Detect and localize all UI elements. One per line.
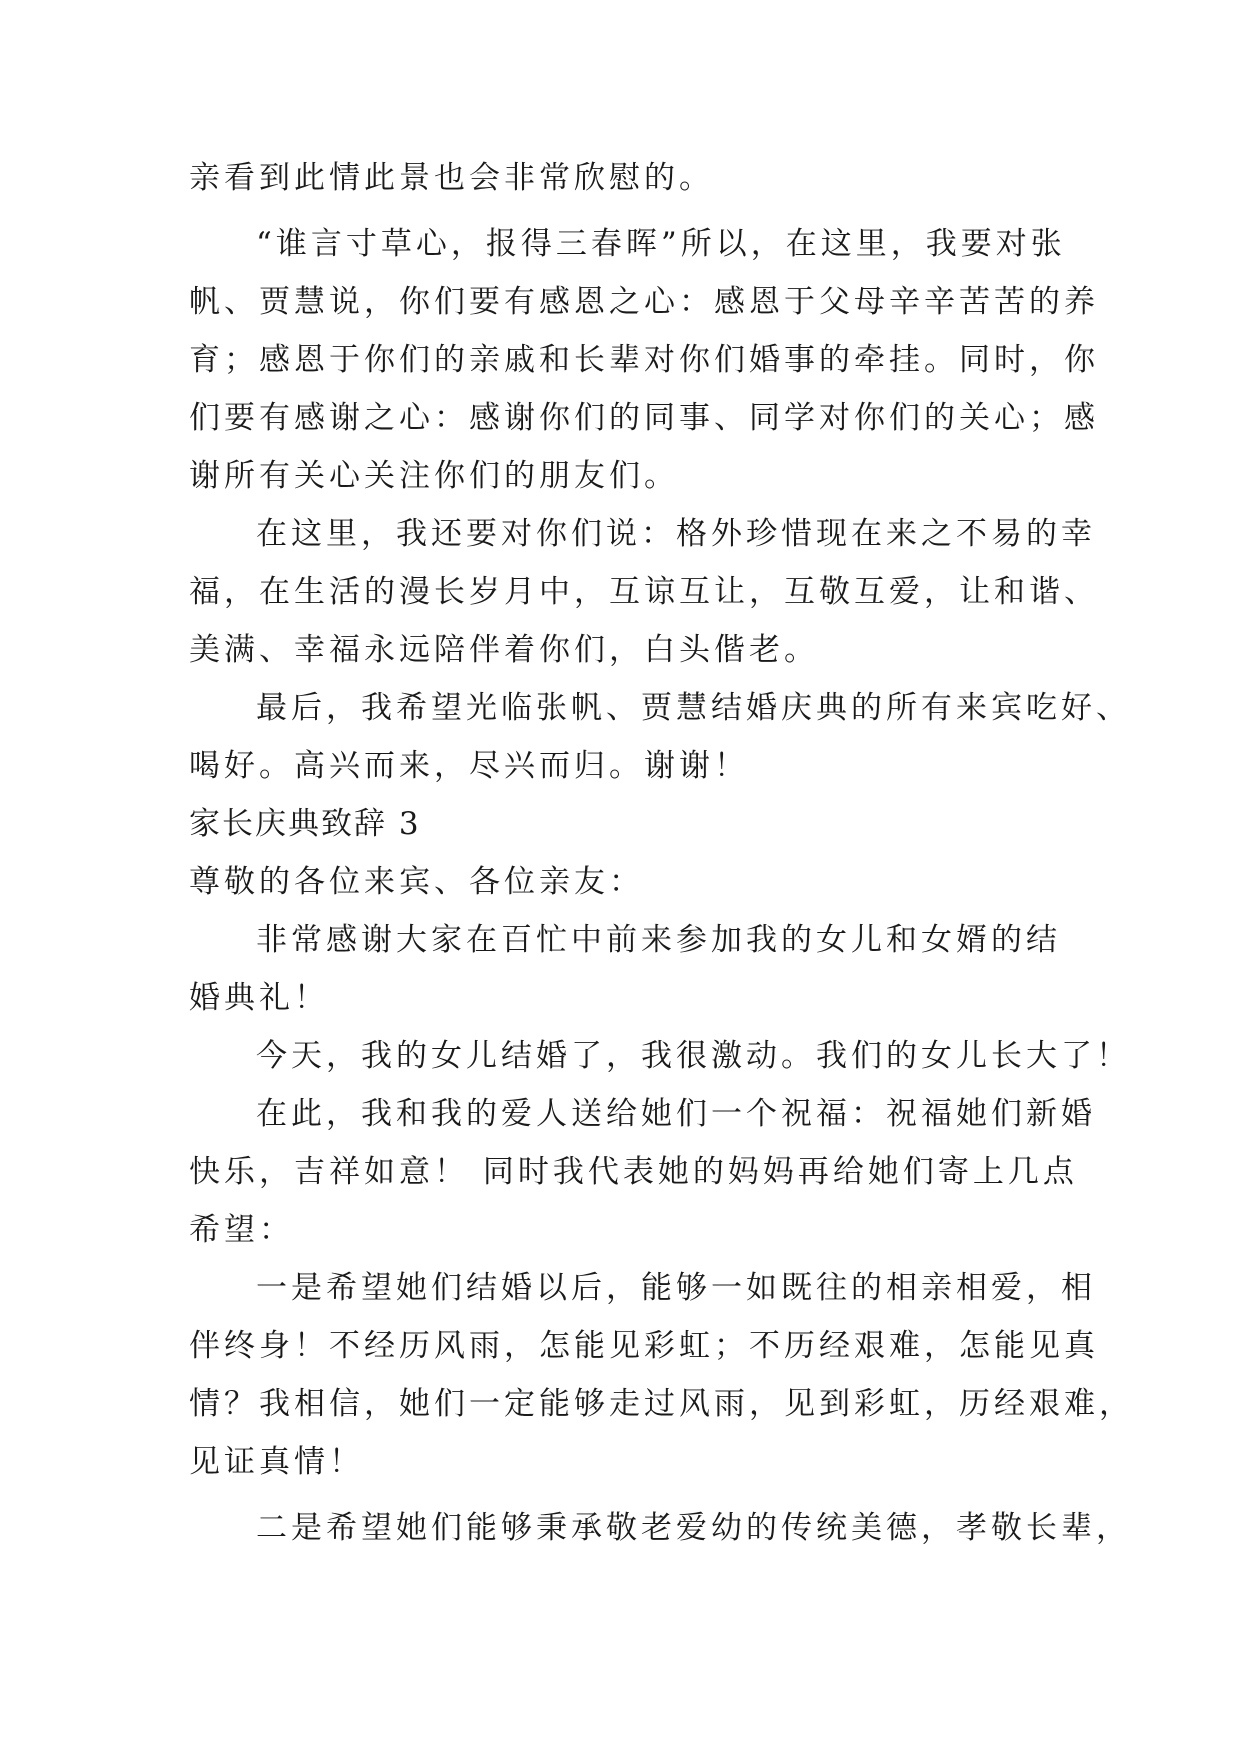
text-line: 伴终身！不经历风雨，怎能见彩虹；不历经艰难，怎能见真 <box>189 1328 1099 1364</box>
text-line: 们要有感谢之心：感谢你们的同事、同学对你们的关心；感 <box>189 400 1099 436</box>
text-line: 快乐，吉祥如意！ 同时我代表她的妈妈再给她们寄上几点 <box>189 1154 1078 1190</box>
text-line: 喝好。高兴而来，尽兴而归。谢谢！ <box>189 748 749 784</box>
text-line: 非常感谢大家在百忙中前来参加我的女儿和女婿的结 <box>256 922 1061 958</box>
text-line: 二是希望她们能够秉承敬老爱幼的传统美德，孝敬长辈， <box>256 1510 1131 1546</box>
section-heading: 家长庆典致辞 3 <box>189 806 421 842</box>
text-line: 一是希望她们结婚以后，能够一如既往的相亲相爱，相 <box>256 1270 1096 1306</box>
text-line: 谢所有关心关注你们的朋友们。 <box>189 458 679 494</box>
text-line: 情？我相信，她们一定能够走过风雨，见到彩虹，历经艰难， <box>189 1386 1134 1422</box>
text-line: 美满、幸福永远陪伴着你们，白头偕老。 <box>189 632 819 668</box>
text-line: 福，在生活的漫长岁月中，互谅互让，互敬互爱，让和谐、 <box>189 574 1099 610</box>
text-line: 最后，我希望光临张帆、贾慧结婚庆典的所有来宾吃好、 <box>256 690 1131 726</box>
text-line: 帆、贾慧说，你们要有感恩之心：感恩于父母辛辛苦苦的养 <box>189 284 1099 320</box>
text-line: 见证真情！ <box>189 1444 364 1480</box>
text-line: 在这里，我还要对你们说：格外珍惜现在来之不易的幸 <box>256 516 1096 552</box>
text-line: 今天，我的女儿结婚了，我很激动。我们的女儿长大了！ <box>256 1038 1131 1074</box>
text-line: 希望： <box>189 1212 294 1248</box>
text-line: “谁言寸草心，报得三春晖”所以，在这里，我要对张 <box>256 226 1066 262</box>
text-line: 育；感恩于你们的亲戚和长辈对你们婚事的牵挂。同时，你 <box>189 342 1099 378</box>
salutation: 尊敬的各位来宾、各位亲友： <box>189 864 644 900</box>
text-line: 在此，我和我的爱人送给她们一个祝福：祝福她们新婚 <box>256 1096 1096 1132</box>
text-line: 亲看到此情此景也会非常欣慰的。 <box>189 160 714 196</box>
text-line: 婚典礼！ <box>189 980 329 1016</box>
